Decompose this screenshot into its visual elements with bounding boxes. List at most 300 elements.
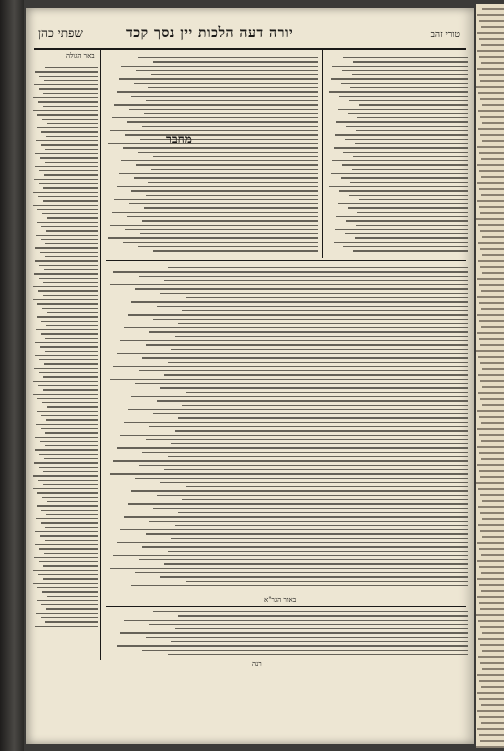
text-line bbox=[142, 452, 468, 453]
text-line bbox=[479, 152, 504, 154]
text-line bbox=[171, 443, 468, 444]
text-line bbox=[131, 490, 468, 491]
text-line bbox=[125, 134, 318, 135]
text-line bbox=[149, 331, 468, 332]
text-line bbox=[117, 186, 318, 187]
text-line bbox=[108, 237, 318, 238]
text-line bbox=[35, 71, 98, 72]
text-line bbox=[39, 278, 98, 279]
text-line bbox=[128, 503, 468, 504]
side-column-heading: באר הגולה bbox=[66, 52, 95, 60]
text-line bbox=[479, 20, 504, 22]
gra-commentary-block bbox=[106, 608, 468, 656]
text-line bbox=[43, 484, 98, 485]
text-line bbox=[348, 113, 468, 114]
text-line bbox=[41, 239, 98, 240]
text-line bbox=[476, 350, 504, 352]
text-line bbox=[33, 488, 98, 489]
text-line bbox=[117, 353, 468, 354]
text-line bbox=[477, 596, 504, 598]
text-line bbox=[345, 233, 468, 234]
text-line bbox=[477, 332, 504, 334]
text-line bbox=[39, 561, 98, 562]
text-line bbox=[355, 143, 468, 144]
text-line bbox=[482, 368, 504, 370]
text-line bbox=[45, 621, 98, 622]
text-line bbox=[476, 614, 504, 616]
text-line bbox=[336, 216, 468, 217]
text-line bbox=[33, 583, 98, 584]
text-line bbox=[128, 409, 468, 410]
text-line bbox=[480, 644, 504, 646]
gra-heading: באור הגר"א bbox=[264, 596, 297, 604]
text-line bbox=[157, 306, 468, 307]
text-line bbox=[37, 316, 98, 317]
text-line bbox=[139, 370, 468, 371]
text-line bbox=[482, 650, 504, 652]
text-line bbox=[39, 454, 98, 455]
text-line bbox=[119, 173, 318, 174]
text-line bbox=[477, 200, 504, 202]
text-line bbox=[41, 617, 98, 618]
text-line bbox=[353, 156, 468, 157]
text-line bbox=[33, 570, 98, 571]
text-line bbox=[186, 581, 468, 582]
text-line bbox=[41, 510, 98, 511]
text-line bbox=[178, 323, 468, 324]
text-line bbox=[335, 134, 468, 135]
text-line bbox=[43, 565, 98, 566]
text-line bbox=[479, 56, 504, 58]
text-line bbox=[477, 146, 504, 148]
page-footer-mark: רנה bbox=[252, 660, 262, 668]
text-line bbox=[350, 87, 468, 88]
text-line bbox=[35, 544, 98, 545]
text-line bbox=[120, 340, 468, 341]
text-line bbox=[42, 497, 98, 498]
text-line bbox=[35, 260, 98, 261]
text-line bbox=[343, 152, 468, 153]
text-line bbox=[43, 200, 98, 201]
text-line bbox=[481, 440, 504, 442]
text-line bbox=[479, 602, 504, 604]
text-line bbox=[479, 170, 504, 172]
text-line bbox=[175, 430, 468, 431]
text-line bbox=[39, 359, 98, 360]
text-line bbox=[35, 247, 98, 248]
text-line bbox=[144, 113, 318, 114]
text-line bbox=[481, 308, 504, 310]
column-rule-center bbox=[322, 50, 323, 258]
text-line bbox=[336, 121, 468, 122]
text-line bbox=[476, 746, 504, 748]
text-line bbox=[478, 488, 504, 490]
text-line bbox=[482, 236, 504, 238]
text-line bbox=[479, 470, 504, 472]
text-line bbox=[40, 535, 98, 536]
text-line bbox=[480, 476, 504, 478]
text-line bbox=[113, 555, 468, 556]
taz-commentary-block bbox=[328, 54, 468, 258]
text-line bbox=[45, 256, 98, 257]
text-line bbox=[110, 568, 468, 569]
text-line bbox=[110, 473, 468, 474]
text-line bbox=[42, 591, 98, 592]
text-line bbox=[34, 179, 98, 180]
text-line bbox=[36, 140, 98, 141]
text-line bbox=[135, 478, 468, 479]
text-line bbox=[479, 716, 504, 718]
text-line bbox=[139, 465, 468, 466]
text-line bbox=[134, 177, 318, 178]
text-line bbox=[349, 100, 468, 101]
text-line bbox=[33, 286, 98, 287]
text-line bbox=[332, 66, 468, 67]
text-line bbox=[153, 413, 468, 414]
text-line bbox=[43, 282, 98, 283]
text-line bbox=[477, 692, 504, 694]
text-line bbox=[46, 230, 98, 231]
text-line bbox=[178, 615, 468, 616]
text-line bbox=[35, 531, 98, 532]
text-line bbox=[477, 578, 504, 580]
text-line bbox=[480, 740, 504, 742]
text-line bbox=[186, 297, 468, 298]
text-line bbox=[38, 385, 98, 386]
text-line bbox=[36, 235, 98, 236]
text-line bbox=[478, 374, 504, 376]
text-line bbox=[480, 626, 504, 628]
text-line bbox=[479, 680, 504, 682]
text-line bbox=[131, 585, 468, 586]
column-rule-left bbox=[100, 50, 101, 660]
text-line bbox=[186, 486, 468, 487]
text-line bbox=[160, 576, 468, 577]
text-line bbox=[41, 415, 98, 416]
text-line bbox=[43, 471, 98, 472]
text-line bbox=[480, 134, 504, 136]
text-line bbox=[477, 674, 504, 676]
text-line bbox=[182, 499, 468, 500]
text-line bbox=[153, 156, 318, 157]
text-line bbox=[149, 426, 468, 427]
text-line bbox=[168, 654, 468, 655]
text-line bbox=[153, 508, 468, 509]
text-line bbox=[477, 464, 504, 466]
text-line bbox=[175, 336, 468, 337]
text-line bbox=[34, 368, 98, 369]
text-line bbox=[43, 376, 98, 377]
text-line bbox=[477, 50, 504, 52]
text-line bbox=[33, 192, 98, 193]
text-line bbox=[353, 250, 468, 251]
text-line bbox=[477, 560, 504, 562]
text-line bbox=[146, 533, 468, 534]
text-line bbox=[331, 173, 468, 174]
text-line bbox=[356, 130, 468, 131]
text-line bbox=[478, 356, 504, 358]
text-line bbox=[482, 254, 504, 256]
text-line bbox=[352, 74, 468, 75]
text-line bbox=[37, 209, 98, 210]
text-line bbox=[44, 80, 98, 81]
text-line bbox=[123, 242, 318, 243]
text-line bbox=[478, 110, 504, 112]
text-line bbox=[37, 587, 98, 588]
text-line bbox=[46, 419, 98, 420]
text-line bbox=[479, 38, 504, 40]
text-line bbox=[42, 213, 98, 214]
text-line bbox=[142, 650, 468, 651]
text-line bbox=[477, 164, 504, 166]
text-line bbox=[153, 250, 318, 251]
text-line bbox=[476, 218, 504, 220]
text-line bbox=[168, 267, 468, 268]
text-line bbox=[37, 398, 98, 399]
text-line bbox=[142, 546, 468, 547]
page-title: יורה דעה הלכות יין נסך קכד bbox=[126, 25, 294, 41]
text-line bbox=[348, 207, 468, 208]
text-line bbox=[34, 557, 98, 558]
text-line bbox=[480, 344, 504, 346]
text-line bbox=[44, 458, 98, 459]
text-line bbox=[171, 349, 468, 350]
text-line bbox=[127, 216, 318, 217]
text-line bbox=[135, 288, 468, 289]
text-line bbox=[482, 122, 504, 124]
text-line bbox=[37, 505, 98, 506]
text-line bbox=[124, 422, 468, 423]
main-divider bbox=[106, 260, 466, 261]
text-line bbox=[355, 237, 468, 238]
text-line bbox=[45, 432, 98, 433]
text-line bbox=[480, 362, 504, 364]
text-line bbox=[43, 295, 98, 296]
text-line bbox=[481, 686, 504, 688]
text-line bbox=[157, 400, 468, 401]
text-line bbox=[477, 728, 504, 730]
text-line bbox=[45, 527, 98, 528]
main-text-marker: מחבר bbox=[166, 132, 192, 146]
text-line bbox=[482, 386, 504, 388]
text-line bbox=[45, 67, 98, 68]
text-line bbox=[39, 88, 98, 89]
text-line bbox=[480, 398, 504, 400]
text-line bbox=[113, 271, 468, 272]
text-line bbox=[113, 366, 468, 367]
text-line bbox=[480, 608, 504, 610]
text-line bbox=[482, 272, 504, 274]
text-line bbox=[479, 338, 504, 340]
text-line bbox=[47, 123, 98, 124]
text-line bbox=[480, 98, 504, 100]
text-line bbox=[38, 101, 98, 102]
text-line bbox=[341, 83, 468, 84]
text-line bbox=[164, 469, 468, 470]
text-line bbox=[136, 164, 318, 165]
text-line bbox=[33, 475, 98, 476]
text-line bbox=[40, 252, 98, 253]
text-line bbox=[334, 147, 468, 148]
text-line bbox=[478, 656, 504, 658]
text-line bbox=[33, 381, 98, 382]
text-line bbox=[481, 44, 504, 46]
text-line bbox=[329, 91, 468, 92]
text-line bbox=[481, 554, 504, 556]
text-line bbox=[35, 355, 98, 356]
text-line bbox=[148, 87, 318, 88]
text-line bbox=[39, 265, 98, 266]
text-line bbox=[345, 139, 468, 140]
text-line bbox=[346, 126, 468, 127]
right-column-heading: טורי זהב bbox=[430, 30, 460, 40]
text-line bbox=[329, 186, 468, 187]
text-line bbox=[39, 76, 98, 77]
text-line bbox=[477, 14, 504, 16]
text-line bbox=[41, 321, 98, 322]
text-line bbox=[131, 301, 468, 302]
text-line bbox=[41, 131, 98, 132]
text-line bbox=[124, 620, 468, 621]
text-line bbox=[40, 441, 98, 442]
text-line bbox=[480, 266, 504, 268]
text-line bbox=[37, 127, 98, 128]
text-line bbox=[47, 217, 98, 218]
text-line bbox=[37, 222, 98, 223]
text-line bbox=[480, 662, 504, 664]
text-line bbox=[35, 449, 98, 450]
text-line bbox=[47, 406, 98, 407]
text-line bbox=[477, 710, 504, 712]
text-line bbox=[352, 169, 468, 170]
text-line bbox=[37, 114, 98, 115]
text-line bbox=[33, 394, 98, 395]
text-line bbox=[38, 574, 98, 575]
text-line bbox=[478, 524, 504, 526]
text-line bbox=[338, 109, 468, 110]
text-line bbox=[146, 195, 318, 196]
text-line bbox=[153, 319, 468, 320]
page-header bbox=[26, 22, 474, 48]
text-line bbox=[117, 447, 468, 448]
text-line bbox=[128, 314, 468, 315]
text-line bbox=[39, 183, 98, 184]
text-line bbox=[479, 434, 504, 436]
text-line bbox=[481, 422, 504, 424]
text-line bbox=[178, 512, 468, 513]
text-line bbox=[482, 536, 504, 538]
text-line bbox=[43, 578, 98, 579]
text-line bbox=[40, 346, 98, 347]
text-line bbox=[182, 310, 468, 311]
book-spine bbox=[0, 0, 24, 751]
text-line bbox=[175, 628, 468, 629]
text-line bbox=[479, 302, 504, 304]
text-line bbox=[37, 411, 98, 412]
text-line bbox=[117, 645, 468, 646]
text-line bbox=[34, 84, 98, 85]
text-line bbox=[481, 704, 504, 706]
text-line bbox=[39, 170, 98, 171]
text-line bbox=[153, 611, 468, 612]
text-line bbox=[41, 144, 98, 145]
text-line bbox=[41, 333, 98, 334]
main-commentary-block bbox=[106, 264, 468, 592]
text-line bbox=[114, 104, 318, 105]
text-line bbox=[112, 212, 318, 213]
text-line bbox=[332, 160, 468, 161]
text-line bbox=[42, 308, 98, 309]
text-line bbox=[47, 312, 98, 313]
text-line bbox=[479, 584, 504, 586]
text-line bbox=[357, 212, 468, 213]
text-line bbox=[481, 326, 504, 328]
side-commentary-column bbox=[32, 64, 98, 654]
text-line bbox=[479, 74, 504, 76]
text-line bbox=[34, 273, 98, 274]
text-line bbox=[43, 93, 98, 94]
text-line bbox=[335, 229, 468, 230]
text-line bbox=[135, 383, 468, 384]
text-line bbox=[44, 269, 98, 270]
text-line bbox=[127, 121, 318, 122]
text-line bbox=[480, 512, 504, 514]
text-line bbox=[142, 357, 468, 358]
text-line bbox=[153, 61, 318, 62]
text-line bbox=[45, 149, 98, 150]
text-line bbox=[477, 32, 504, 34]
text-line bbox=[144, 207, 318, 208]
text-line bbox=[164, 563, 468, 564]
text-line bbox=[356, 225, 468, 226]
text-line bbox=[479, 548, 504, 550]
text-line bbox=[38, 480, 98, 481]
text-line bbox=[339, 96, 468, 97]
text-line bbox=[357, 117, 468, 118]
text-line bbox=[43, 106, 98, 107]
text-line bbox=[120, 435, 468, 436]
text-line bbox=[46, 608, 98, 609]
text-line bbox=[36, 329, 98, 330]
text-line bbox=[146, 439, 468, 440]
text-line bbox=[343, 57, 468, 58]
text-line bbox=[479, 188, 504, 190]
text-line bbox=[478, 638, 504, 640]
text-line bbox=[342, 70, 468, 71]
text-line bbox=[338, 203, 468, 204]
text-line bbox=[481, 62, 504, 64]
text-line bbox=[110, 225, 318, 226]
text-line bbox=[476, 86, 504, 88]
text-line bbox=[142, 220, 318, 221]
text-line bbox=[42, 402, 98, 403]
text-line bbox=[131, 396, 468, 397]
text-line bbox=[44, 553, 98, 554]
text-line bbox=[36, 424, 98, 425]
text-line bbox=[478, 260, 504, 262]
text-line bbox=[479, 206, 504, 208]
text-line bbox=[33, 110, 98, 111]
text-line bbox=[151, 74, 318, 75]
text-line bbox=[482, 404, 504, 406]
text-line bbox=[482, 104, 504, 106]
text-line bbox=[36, 518, 98, 519]
text-line bbox=[478, 620, 504, 622]
text-line bbox=[477, 446, 504, 448]
text-line bbox=[482, 668, 504, 670]
text-line bbox=[46, 325, 98, 326]
text-line bbox=[151, 169, 318, 170]
